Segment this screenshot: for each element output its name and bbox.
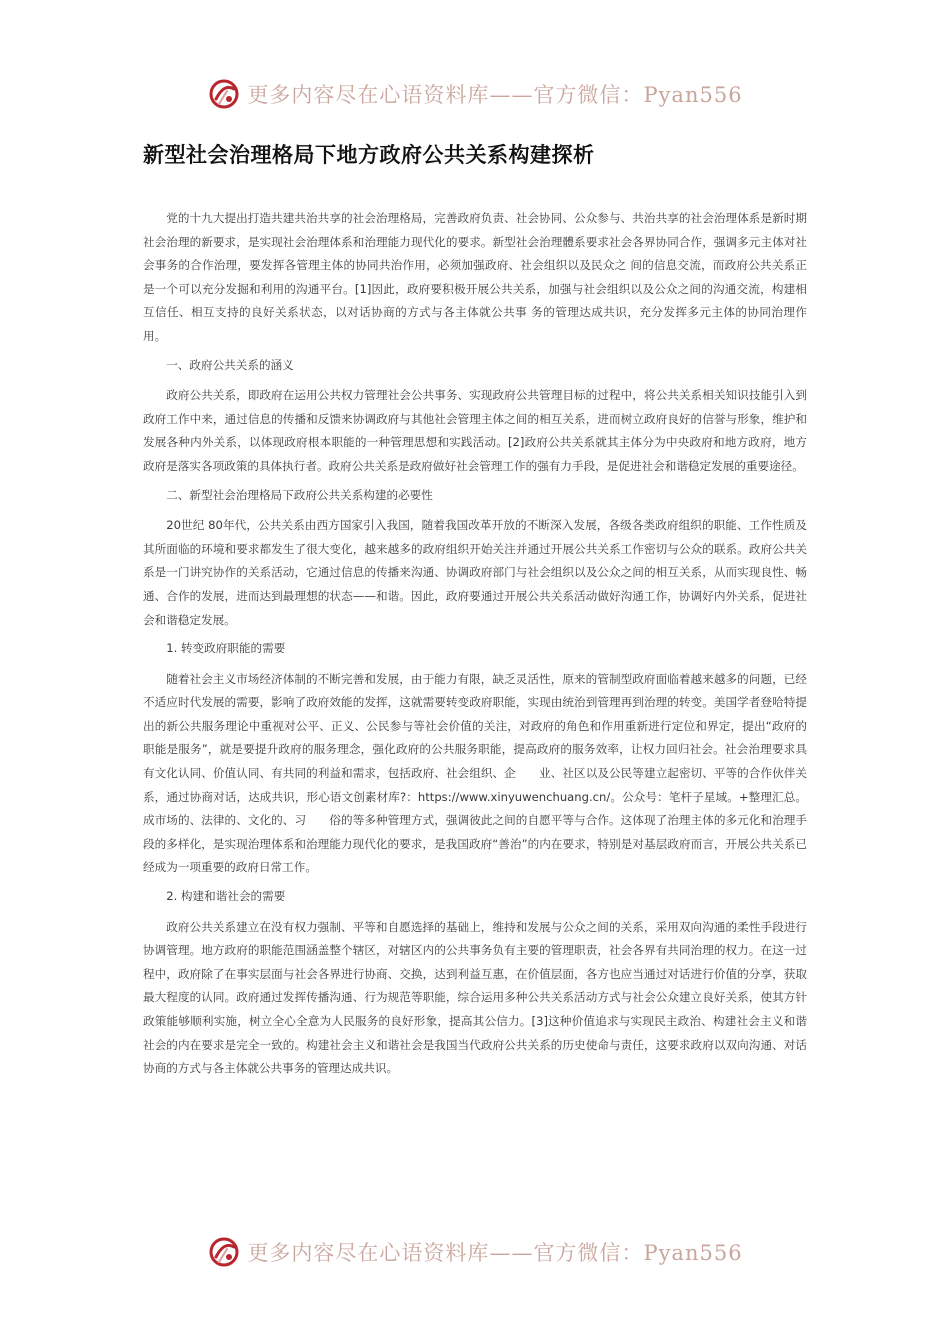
paragraph-function-transform: 随着社会主义市场经济体制的不断完善和发展，由于能力有限，缺乏灵活性，原来的管制型政府面临着越来越多的问题，已经不适应时代发展的需要，影响了政府效能的发挥，这就需要转变政府职能，实现由统治到管理再到治理的转变。美国学者登哈特提出的新公共服务理论中重视对公平、正义、公民参与等社会价值的关注，对政府的角色和作用重新进行定位和界定，提出“政府的职能是服务”，就是要提升政府的服务理念，强化政府的公共服务职能，提高政府的服务效率，让权力回归社会。社会治理要求具有文化认同、价值认同、有共同的利益和需求，包括政府、社会组织、企 业、社区以及公民等建立起密切、平等的合作伙伴关系，通过协商对话，达成共识，形心语文创素材库?：https://www.xinyuwenchuang.cn/。公众号：笔杆子星域。+整理汇总。成市场的、法律的、文化的、习 俗的等多种管理方式，强调彼此之间的自愿平等与合作。这体现了治理主体的多元化和治理手段的多样化，是实现治理体系和治理能力现代化的要求，是我国政府“善治”的内在要求，特别是对基层政府而言，开展公共关系已经成为一项重要的政府日常工作。 <box>143 671 807 875</box>
xinyu-logo-icon <box>207 1235 241 1269</box>
bottom-banner <box>0 1232 950 1272</box>
banner-inner <box>207 1235 742 1269</box>
section-heading-1: 一、政府公共关系的涵义 <box>166 357 294 372</box>
banner-brand: 更多内容尽在心语资料库 <box>247 83 490 107</box>
paragraph-intro: 党的十九大提出打造共建共治共享的社会治理格局，完善政府负责、社会协同、公众参与、共治共享的社会治理体系是新时期社会治理的新要求，是实现社会治理体系和治理能力现代化的要求。新型社会治理體系要求社会各界协同合作，强调多元主体对社会事务的合作治理，要发挥各管理主体的协同共治作用，必须加强政府、社会组织以及民众之 间的信息交流，而政府公共关系正是一个可以充分发掘和利用的沟通平台。[1]因此，政府要积极开展公共关系，加强与社会组织以及公众之间的沟通交流，构建相互信任、相互支持的良好关系状态，以对话协商的方式与各主体就公共事 务的管理达成共识，充分发挥多元主体的协同治理作用。 <box>143 211 807 343</box>
subsection-heading-1: 1. 转变政府职能的需要 <box>166 641 286 656</box>
banner-text <box>247 79 742 109</box>
banner-dash: —— <box>489 83 534 107</box>
banner-wechat-label: 官方微信： <box>533 83 644 107</box>
banner-wechat-id: Pyan556 <box>643 1241 743 1265</box>
top-banner <box>0 74 950 114</box>
banner-inner <box>207 77 742 111</box>
subsection-heading-2: 2. 构建和谐社会的需要 <box>166 889 286 904</box>
banner-text <box>247 1237 742 1267</box>
banner-dash: —— <box>489 1241 534 1265</box>
banner-brand: 更多内容尽在心语资料库 <box>247 1241 490 1265</box>
xinyu-logo-icon <box>207 77 241 111</box>
section-heading-2: 二、新型社会治理格局下政府公共关系构建的必要性 <box>166 487 433 502</box>
article-body <box>143 207 807 1086</box>
paragraph-necessity: 20世纪 80年代，公共关系由西方国家引入我国，随着我国改革开放的不断深入发展，各级各类政府组织的职能、工作性质及其所面临的环境和要求都发生了很大变化，越来越多的政府组织开始关注并通过开展公共关系工作密切与公众的联系。政府公共关系是一门讲究协作的关系活动，它通过信息的传播来沟通、协调政府部门与社会组织以及公众之间的相互关系，从而实现良性、畅通、合作的发展，进而达到最理想的状态——和谐。因此，政府要通过开展公共关系活动做好沟通工作，协调好内外关系，促进社会和谐稳定发展。 <box>143 518 807 627</box>
banner-wechat-label: 官方微信： <box>533 1241 644 1265</box>
banner-wechat-id: Pyan556 <box>643 83 743 107</box>
article-title: 新型社会治理格局下地方政府公共关系构建探析 <box>143 143 595 167</box>
paragraph-harmonious-society: 政府公共关系建立在没有权力强制、平等和自愿选择的基础上，维持和发展与公众之间的关系，采用双向沟通的柔性手段进行协调管理。地方政府的职能范围涵盖整个辖区，对辖区内的公共事务负有主要的管理职责，社会各界有共同治理的权力。在这一过程中，政府除了在事实层面与社会各界进行协商、交换，达到利益互惠，在价值层面，各方也应当通过对话进行价值的分享，获取最大程度的认同。政府通过发挥传播沟通、行为规范等职能，综合运用多种公共关系活动方式与社会公众建立良好关系，使其方针政策能够顺利实施，树立全心全意为人民服务的良好形象，提高其公信力。[3]这种价值追求与实现民主政治、构建社会主义和谐社会的内在要求是完全一致的。构建社会主义和谐社会是我国当代政府公共关系的历史使命与责任，这要求政府以双向沟通、对话协商的方式与各主体就公共事务的管理达成共识。 <box>143 919 807 1076</box>
paragraph-definition: 政府公共关系，即政府在运用公共权力管理社会公共事务、实现政府公共管理目标的过程中，将公共关系相关知识技能引入到政府工作中来，通过信息的传播和反馈来协调政府与其他社会管理主体之间的相互关系，进而树立政府良好的信誉与形象，维护和发展各种内外关系，以体现政府根本职能的一种管理思想和实践活动。[2]政府公共关系就其主体分为中央政府和地方政府，地方政府是落实各项政策的具体执行者。政府公共关系是政府做好社会管理工作的强有力手段，是促进社会和谐稳定发展的重要途径。 <box>143 388 807 473</box>
